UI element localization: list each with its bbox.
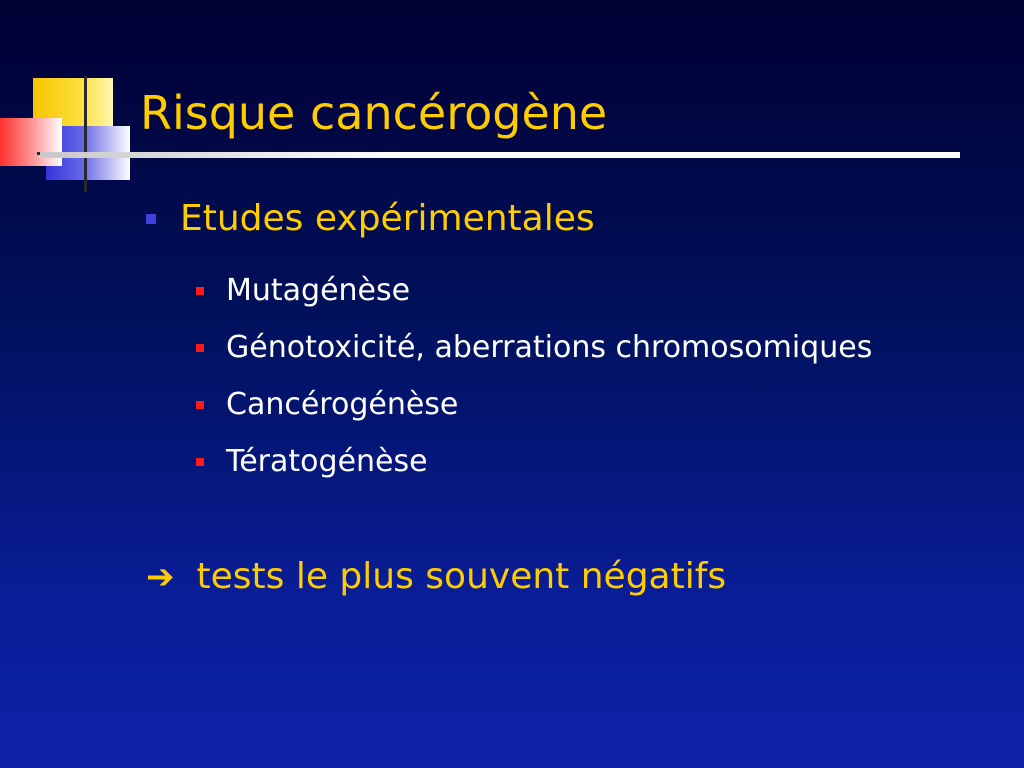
list-item [196,319,872,376]
square-bullet-icon [196,287,204,295]
list-item-text: Tératogénèse [226,444,428,479]
main-bullet-text: Etudes expérimentales [180,198,595,239]
list-item [196,376,872,433]
main-bullet [146,198,595,239]
list-item [196,262,872,319]
vertical-line-decoration [84,76,87,192]
conclusion-text: tests le plus souvent négatifs [196,556,727,597]
square-bullet-icon [196,458,204,466]
sub-bullet-list [196,262,872,490]
square-bullet-icon [146,214,156,224]
red-square-decoration [0,118,62,166]
title-underline [40,152,960,158]
arrow-right-icon: ➔ [146,556,175,597]
square-bullet-icon [196,401,204,409]
square-bullet-icon [196,344,204,352]
list-item-text: Cancérogénèse [226,387,459,422]
list-item-text: Mutagénèse [226,273,411,308]
slide-title: Risque cancérogène [140,86,608,140]
list-item-text: Génotoxicité, aberrations chromosomiques [226,330,873,365]
conclusion [146,556,726,597]
list-item [196,433,872,490]
